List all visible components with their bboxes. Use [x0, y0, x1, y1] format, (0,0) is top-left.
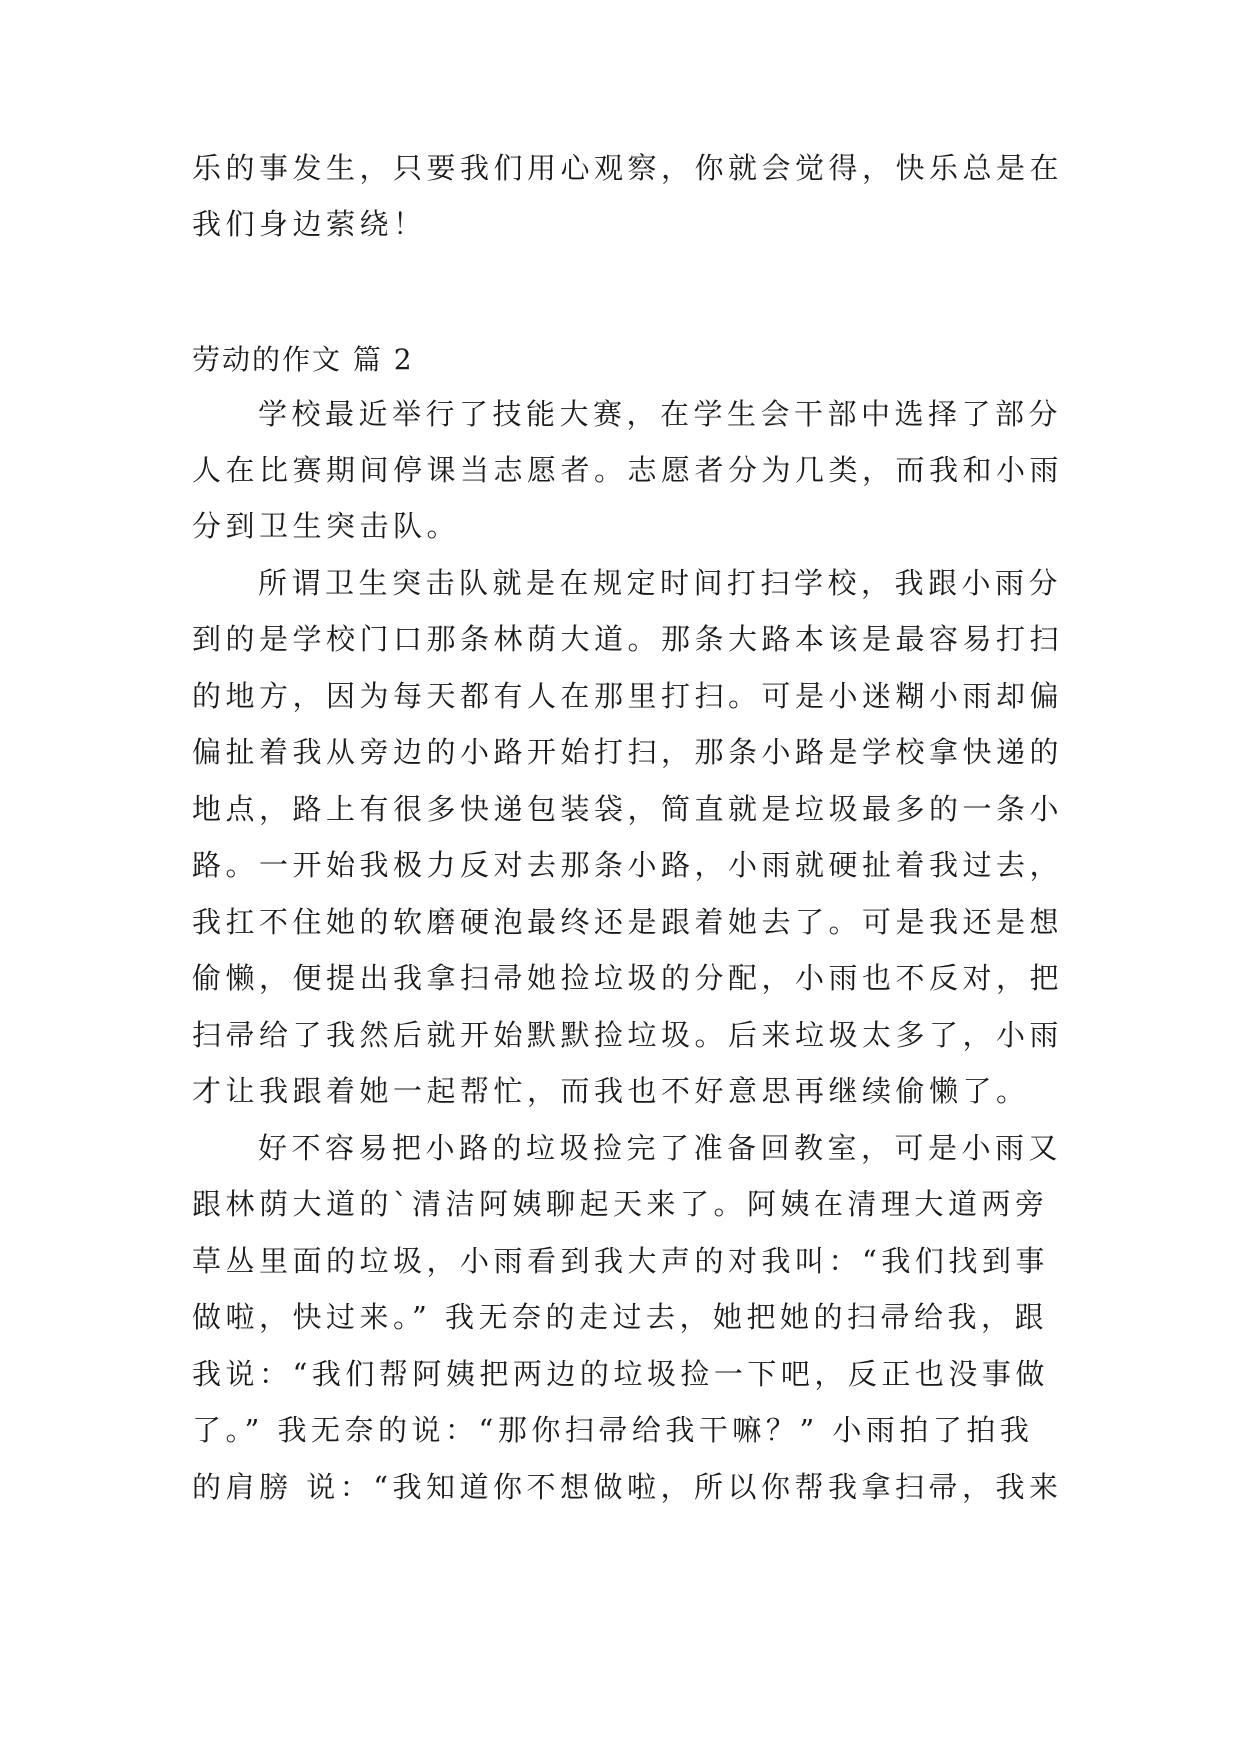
- paragraph-3-line-6: 了。” 我无奈的说：“那你扫帚给我干嘛？” 小雨拍了拍我: [192, 1413, 1034, 1447]
- paragraph-2-line-6: 路。一开始我极力反对去那条小路，小雨就硬扯着我过去，: [192, 848, 1064, 882]
- paragraph-3-line-4: 做啦，快过来。” 我无奈的走过去，她把她的扫帚给我，跟: [192, 1300, 1049, 1334]
- paragraph-3-line-3: 草丛里面的垃圾，小雨看到我大声的对我叫：“我们找到事: [192, 1244, 1049, 1278]
- paragraph-2-line-10: 才让我跟着她一起帮忙，而我也不好意思再继续偷懒了。: [192, 1074, 1030, 1108]
- paragraph-3-line-1: 好不容易把小路的垃圾捡完了准备回教室，可是小雨又: [258, 1131, 1063, 1165]
- paragraph-1-line-2: 人在比赛期间停课当志愿者。志愿者分为几类，而我和小雨: [192, 453, 1064, 487]
- paragraph-2-line-1: 所谓卫生突击队就是在规定时间打扫学校，我跟小雨分: [258, 566, 1063, 600]
- paragraph-3-line-7: 的肩膀 说：“我知道你不想做啦，所以你帮我拿扫帚，我来: [192, 1470, 1063, 1504]
- paragraph-3-line-5: 我说：“我们帮阿姨把两边的垃圾捡一下吧，反正也没事做: [192, 1357, 1049, 1391]
- paragraph-2-line-2: 到的是学校门口那条林荫大道。那条大路本该是最容易打扫: [192, 622, 1064, 656]
- paragraph-2-line-9: 扫帚给了我然后就开始默默捡垃圾。后来垃圾太多了，小雨: [192, 1018, 1064, 1052]
- paragraph-2-line-3: 的地方，因为每天都有人在那里打扫。可是小迷糊小雨却偏: [192, 679, 1064, 713]
- section-title: 劳动的作文 篇 2: [192, 343, 414, 376]
- intro-line-1: 乐的事发生，只要我们用心观察，你就会觉得，快乐总是在: [192, 151, 1064, 185]
- intro-line-2: 我们身边萦绕！: [192, 207, 427, 241]
- paragraph-2-line-4: 偏扯着我从旁边的小路开始打扫，那条小路是学校拿快递的: [192, 735, 1064, 769]
- paragraph-2-line-8: 偷懒，便提出我拿扫帚她捡垃圾的分配，小雨也不反对，把: [192, 961, 1064, 995]
- paragraph-1-line-3: 分到卫生突击队。: [192, 509, 461, 543]
- paragraph-1-line-1: 学校最近举行了技能大赛，在学生会干部中选择了部分: [258, 397, 1063, 431]
- paragraph-2-line-7: 我扛不住她的软磨硬泡最终还是跟着她去了。可是我还是想: [192, 905, 1064, 939]
- paragraph-2-line-5: 地点，路上有很多快递包装袋，简直就是垃圾最多的一条小: [192, 792, 1064, 826]
- paragraph-3-line-2: 跟林荫大道的`清洁阿姨聊起天来了。阿姨在清理大道两旁: [192, 1187, 1049, 1221]
